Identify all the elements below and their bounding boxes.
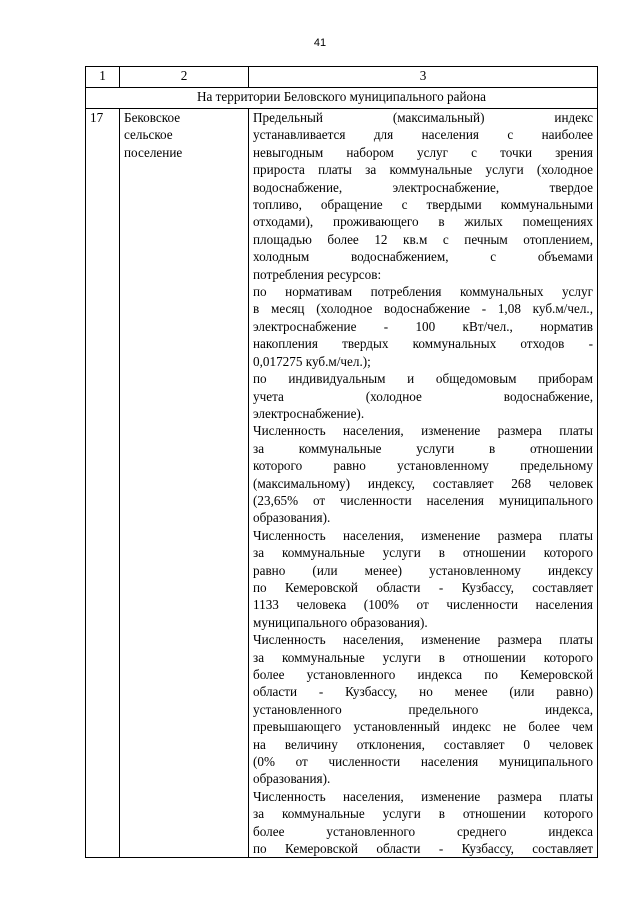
- description-line: устанавливается для населения с наиболее: [253, 127, 593, 143]
- description-line: 0,017275 куб.м/чел.);: [253, 353, 371, 369]
- description-line: равно (или менее) установленному индексу: [253, 562, 593, 578]
- description-line: учета (холодное водоснабжение,: [253, 388, 593, 404]
- column-number-row: [86, 67, 598, 88]
- column-number-2: 2: [120, 67, 249, 88]
- description-line: водоснабжение, электроснабжение, твердое: [253, 179, 593, 195]
- description-line: за коммунальные услуги в отношении: [253, 440, 593, 456]
- description-line: образования).: [253, 771, 331, 787]
- description-line: более установленного среднего индекса: [253, 823, 593, 839]
- description-line: отходами), проживающего в жилых помещениях: [253, 214, 593, 230]
- municipality-name-text: Бековское сельское поселение: [124, 110, 183, 160]
- description-line: электроснабжение).: [253, 405, 365, 421]
- index-description: [249, 109, 598, 858]
- description-line: Численность населения, изменение размера платы: [253, 527, 593, 543]
- row-number: 17: [86, 109, 120, 858]
- description-line: 1133 человека (100% от численности населения: [253, 597, 593, 613]
- description-line: более установленного индекса по Кемеровской: [253, 667, 593, 682]
- column-number-1: 1: [86, 67, 120, 88]
- table-row: [86, 109, 598, 858]
- description-line: (максимальному) индексу, составляет 268 человек: [253, 475, 593, 491]
- description-line: за коммунальные услуги в отношении которого: [253, 806, 593, 822]
- description-line: по Кемеровской области - Кузбассу, составляет: [253, 841, 593, 857]
- description-line: области - Кузбассу, но менее (или равно): [253, 684, 593, 700]
- tariff-table: [85, 66, 598, 858]
- description-line: по индивидуальным и общедомовым приборам: [253, 371, 593, 387]
- description-line: по Кемеровской области - Кузбассу, составляет: [253, 579, 593, 595]
- description-line: Численность населения, изменение размера платы: [253, 632, 593, 648]
- description-line: холодным водоснабжением, с объемами: [253, 249, 593, 265]
- description-line: образования).: [253, 510, 331, 526]
- description-line: за коммунальные услуги в отношении которого: [253, 649, 593, 665]
- description-line: Предельный (максимальный) индекс: [253, 110, 593, 125]
- description-line: в месяц (холодное водоснабжение - 1,08 куб.м/чел.,: [253, 301, 593, 317]
- column-number-3: 3: [249, 67, 598, 88]
- description-line: (23,65% от численности населения муниципального: [253, 492, 593, 508]
- description-line: потребления ресурсов:: [253, 266, 382, 282]
- description-line: по нормативам потребления коммунальных услуг: [253, 284, 593, 300]
- description-line: невыгодным набором услуг с точки зрения: [253, 144, 593, 160]
- description-line: муниципального образования).: [253, 614, 428, 630]
- municipality-name: [120, 109, 249, 858]
- description-text: [253, 109, 593, 857]
- page-number: 41: [313, 37, 327, 49]
- region-title: На территории Беловского муниципального района: [86, 88, 598, 109]
- description-line: Численность населения, изменение размера платы: [253, 423, 593, 439]
- description-line: топливо, обращение с твердыми коммунальными: [253, 197, 593, 213]
- description-line: установленного предельного индекса,: [253, 701, 593, 717]
- description-line: превышающего установленный индекс не более чем: [253, 719, 593, 735]
- description-line: за коммунальные услуги в отношении которого: [253, 545, 593, 561]
- description-line: (0% от численности населения муниципального: [253, 754, 593, 770]
- region-row: [86, 88, 598, 109]
- description-line: прироста платы за коммунальные услуги (холодное: [253, 162, 593, 178]
- description-line: площадью более 12 кв.м с печным отоплением,: [253, 231, 593, 247]
- description-line: накопления твердых коммунальных отходов -: [253, 336, 593, 352]
- description-line: электроснабжение - 100 кВт/чел., норматив: [253, 318, 593, 334]
- description-line: на величину отклонения, составляет 0 человек: [253, 736, 593, 752]
- description-line: Численность населения, изменение размера платы: [253, 788, 593, 804]
- description-line: которого равно установленному предельному: [253, 458, 593, 474]
